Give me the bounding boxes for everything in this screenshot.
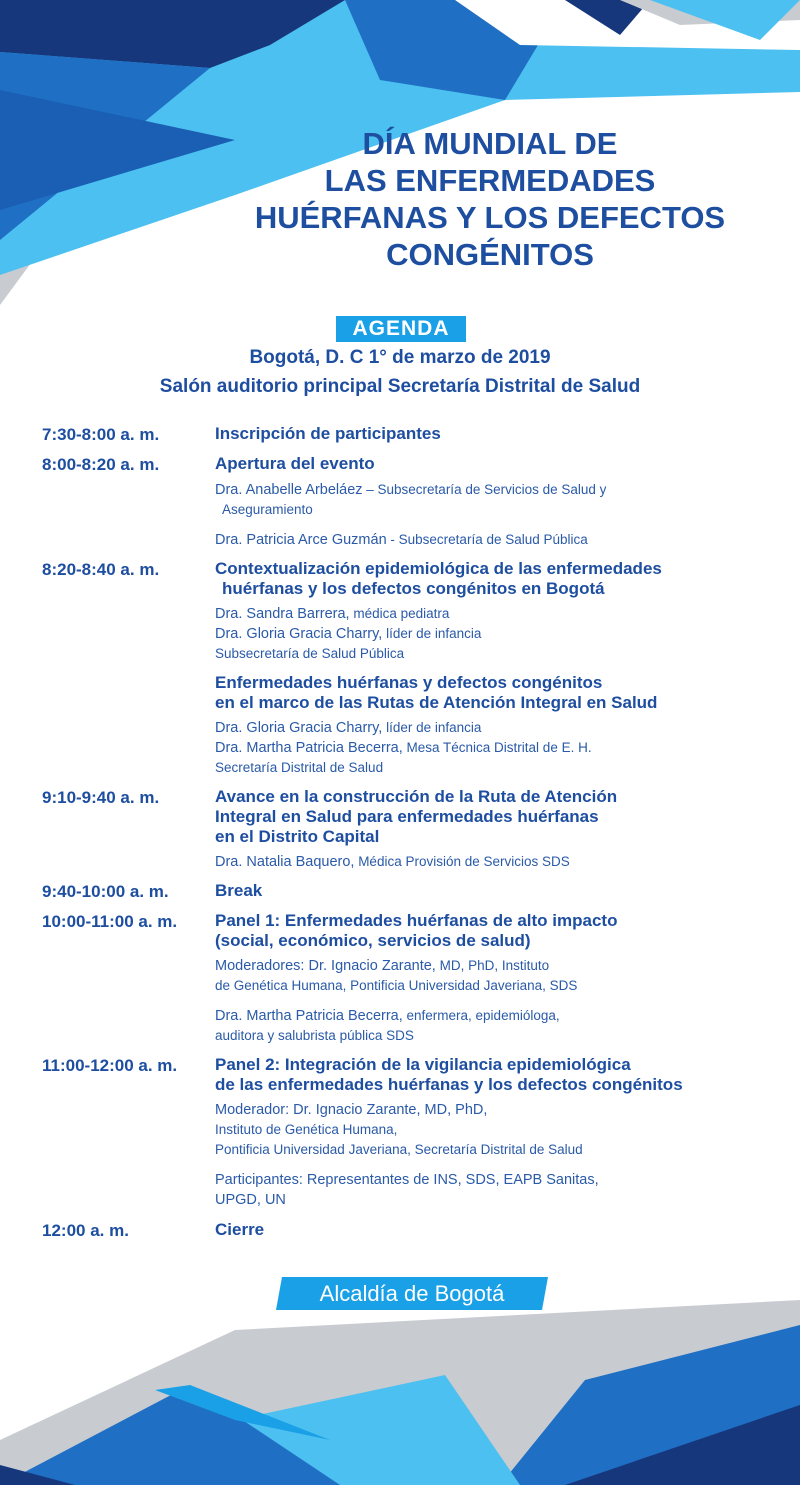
slot-3-time: 8:20-8:40 a. m. (42, 560, 160, 579)
title-line-2: LAS ENFERMEDADES (324, 163, 656, 198)
slot-2-speaker-1-role-cont (222, 500, 313, 520)
slot-4-time: 9:10-9:40 a. m. (42, 788, 160, 807)
venue-line: Salón auditorio principal Secretaría Distrital de Salud (159, 376, 641, 397)
slot-3-speaker-1 (215, 604, 449, 624)
speaker-role-cont: auditora y salubrista pública SDS (215, 1028, 414, 1043)
slot-7-participants-line-1: Participantes: Representantes de INS, SDS, EAPB Sanitas, (215, 1172, 599, 1188)
slot-7-moderator-line-1: Moderador: Dr. Ignacio Zarante, MD, PhD, (215, 1102, 488, 1118)
speaker-name: Dra. Gloria Gracia Charry, (215, 626, 383, 642)
speaker-name: Dra. Natalia Baquero, (215, 854, 355, 870)
slot-1-title: Inscripción de participantes (215, 424, 441, 443)
speaker-name: Dra. Patricia Arce Guzmán (215, 532, 387, 548)
speaker-role: médica pediatra (349, 606, 450, 621)
slot-3-talk-2-title-2: en el marco de las Rutas de Atención Integral en Salud (215, 693, 658, 712)
slot-3-talk-2-title-1: Enfermedades huérfanas y defectos congénitos (215, 673, 603, 692)
slot-3-title-1: Contextualización epidemiológica de las enfermedades (215, 559, 662, 578)
slot-2-speaker-2 (215, 530, 588, 550)
slot-4-title-2: Integral en Salud para enfermedades huérfanas (215, 807, 599, 826)
moderator-affiliation: Instituto de Genética Humana, (215, 1122, 398, 1137)
slot-2-time: 8:00-8:20 a. m. (42, 455, 160, 474)
slot-8-time: 12:00 a. m. (42, 1221, 129, 1240)
slot-7-moderator-line-3 (215, 1140, 583, 1160)
slot-4-speaker-1 (215, 852, 570, 872)
slot-5-title: Break (215, 881, 263, 900)
location-date-line: Bogotá, D. C 1° de marzo de 2019 (249, 347, 551, 368)
speaker-role: - Subsecretaría de Salud Pública (386, 532, 588, 547)
alcaldia-logo (276, 1277, 548, 1310)
slot-3-speaker-2 (215, 624, 481, 644)
speaker-role: Mesa Técnica Distrital de E. H. (402, 740, 592, 755)
speaker-role: enfermera, epidemióloga, (402, 1008, 560, 1023)
speaker-role: líder de infancia (382, 720, 482, 735)
slot-3-speaker-3 (215, 718, 481, 738)
speaker-role: líder de infancia (382, 626, 482, 641)
slot-8-title: Cierre (215, 1220, 265, 1239)
slot-6-speaker-2 (215, 1006, 560, 1026)
slot-6-moderator-role-cont (215, 976, 577, 996)
slot-4-title-3: en el Distrito Capital (215, 827, 380, 846)
slot-3-title-2: huérfanas y los defectos congénitos en Bogotá (222, 579, 605, 598)
slot-6-title-1: Panel 1: Enfermedades huérfanas de alto impacto (215, 911, 618, 930)
speaker-name: Dra. Sandra Barrera, (215, 606, 350, 622)
speaker-name: Dra. Martha Patricia Becerra, (215, 740, 403, 756)
slot-1-time: 7:30-8:00 a. m. (42, 425, 160, 444)
slot-2-title: Apertura del evento (215, 454, 375, 473)
slot-4-title-1: Avance en la construcción de la Ruta de Atención (215, 787, 618, 806)
speaker-name: Dra. Martha Patricia Becerra, (215, 1008, 403, 1024)
slot-6-moderator (215, 956, 549, 976)
logo-text: Alcaldía de Bogotá (319, 1281, 505, 1306)
speaker-name: Dra. Gloria Gracia Charry, (215, 720, 383, 736)
speaker-role: Médica Provisión de Servicios SDS (354, 854, 570, 869)
org-name: Secretaría Distrital de Salud (215, 760, 384, 775)
slot-7-participants-line-2: UPGD, UN (215, 1192, 286, 1208)
title-line-3: HUÉRFANAS Y LOS DEFECTOS (254, 200, 726, 235)
slot-7-title-2: de las enfermedades huérfanas y los defectos congénitos (215, 1075, 683, 1094)
slot-5-time: 9:40-10:00 a. m. (42, 882, 169, 901)
slot-6-title-2: (social, económico, servicios de salud) (215, 931, 531, 950)
speaker-name: Dra. Anabelle Arbeláez (215, 482, 363, 498)
event-title (200, 125, 780, 273)
slot-7-title-1: Panel 2: Integración de la vigilancia epidemiológica (215, 1055, 631, 1074)
slot-3-org-2 (215, 758, 383, 778)
moderator-role: MD, PhD, Instituto (435, 958, 550, 973)
slot-6-speaker-2-role-cont (215, 1026, 414, 1046)
title-line-1: DÍA MUNDIAL DE (362, 126, 618, 161)
agenda-badge: AGENDA (336, 316, 466, 342)
slot-3-speaker-4 (215, 738, 592, 758)
slot-2-speaker-1 (215, 480, 606, 500)
speaker-role: – Subsecretaría de Servicios de Salud y (362, 482, 607, 497)
org-name: Subsecretaría de Salud Pública (215, 646, 405, 661)
slot-6-time: 10:00-11:00 a. m. (42, 912, 178, 931)
moderator-name: Moderadores: Dr. Ignacio Zarante, (215, 958, 436, 974)
slot-7-moderator-line-2 (215, 1120, 397, 1140)
slot-7-time: 11:00-12:00 a. m. (42, 1056, 178, 1075)
speaker-role-cont: Aseguramiento (222, 502, 313, 517)
moderator-affiliation-cont: Pontificia Universidad Javeriana, Secretaría Distrital de Salud (215, 1142, 583, 1157)
slot-3-org (215, 644, 404, 664)
moderator-role-cont: de Genética Humana, Pontificia Universidad Javeriana, SDS (215, 978, 578, 993)
title-line-4: CONGÉNITOS (386, 237, 594, 272)
